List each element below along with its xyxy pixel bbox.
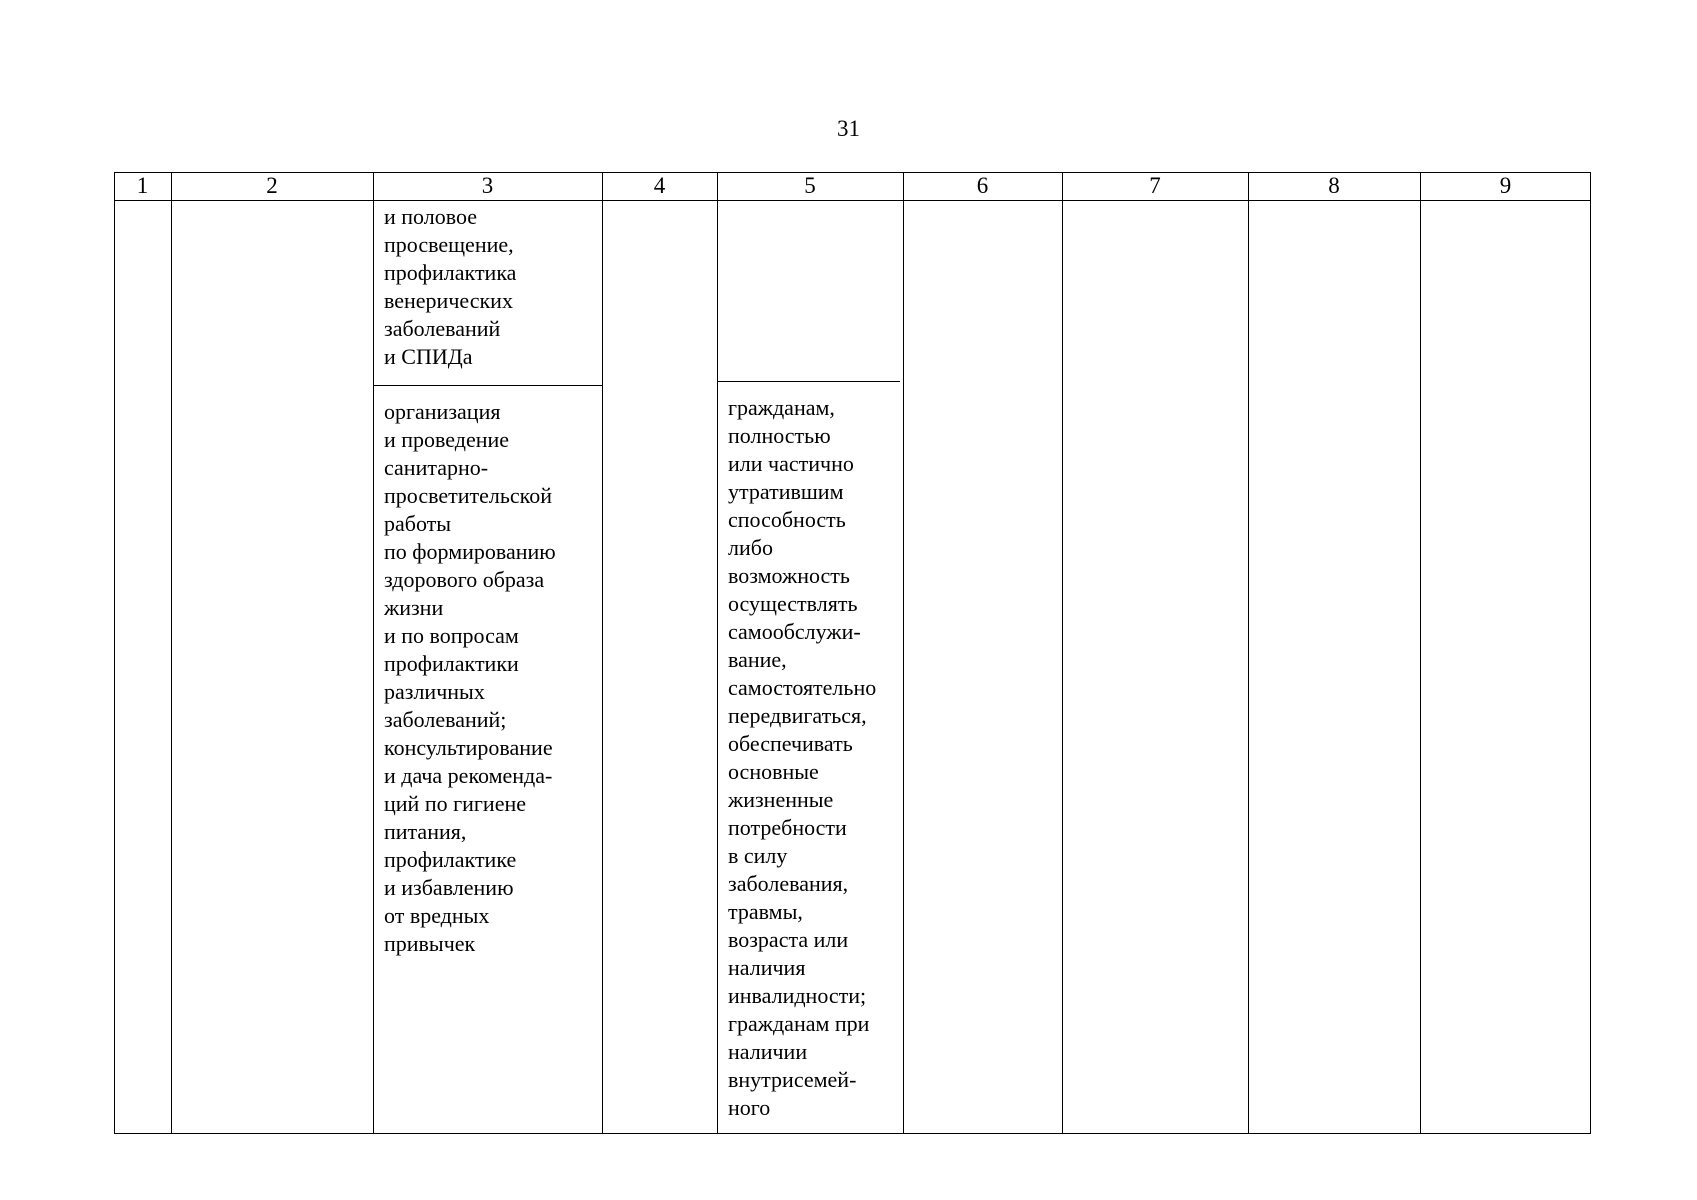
- header-col-6: 6: [976, 173, 989, 198]
- header-col-5: 5: [804, 173, 816, 198]
- col5-lower-text: гражданам, полностью или частично утратившим способность либо возможность осуществлять самообслужи- вание, самостоятельно передвигаться, обеспечивать основные жизненные потребности в силу заболевания, травмы, возраста или наличия инвалидности; гражданам при наличии внутрисемей- ного: [728, 395, 877, 1120]
- header-col-3: 3: [481, 173, 494, 198]
- column-divider: [1062, 172, 1063, 1134]
- column-divider: [1420, 172, 1421, 1134]
- header-row-divider: [114, 200, 1591, 201]
- header-col-8: 8: [1328, 173, 1340, 198]
- col3-upper-text: и половое просвещение, профилактика венерических заболеваний и СПИДа: [384, 204, 517, 369]
- column-divider: [373, 172, 374, 1134]
- header-col-1: 1: [136, 173, 149, 198]
- column-divider: [717, 172, 718, 1134]
- page-number: 31: [837, 116, 860, 141]
- header-col-7: 7: [1149, 173, 1161, 198]
- column-divider: [1248, 172, 1249, 1134]
- header-col-4: 4: [653, 173, 666, 198]
- col3-row-divider: [373, 385, 602, 386]
- column-divider: [903, 172, 904, 1134]
- column-divider: [602, 172, 603, 1134]
- col5-row-divider: [717, 381, 900, 382]
- column-divider: [171, 172, 172, 1134]
- col3-lower-text: организация и проведение санитарно- просветительской работы по формированию здорового образа жизни и по вопросам профилактики различных заболеваний; консультирование и дача рекоменда- ций по гигиене питания, профилактике и избавлению от вредных привычек: [384, 399, 556, 956]
- header-col-2: 2: [266, 173, 278, 198]
- header-col-9: 9: [1499, 173, 1512, 198]
